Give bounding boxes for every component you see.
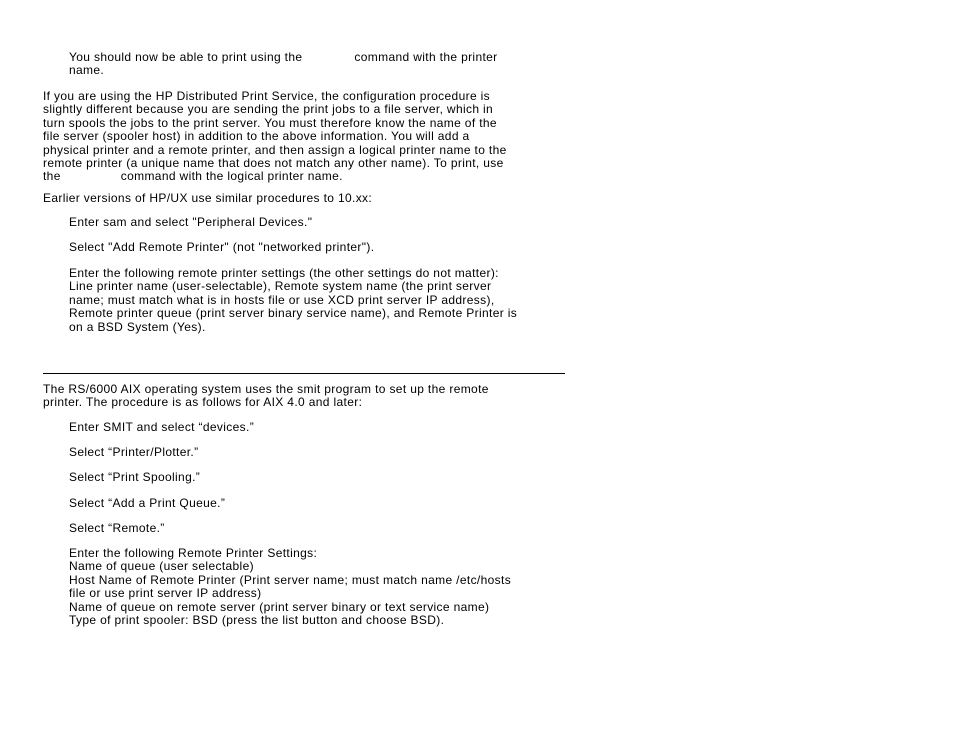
dps-last-text-b: command with the logical printer name. [120, 169, 343, 184]
dps-last-text-a: the [43, 169, 61, 184]
hp-step-3-line: Enter the following remote printer settings (the other settings do not matter): [69, 266, 499, 280]
dps-line: If you are using the HP Distributed Print Service, the configuration procedure is [43, 89, 491, 103]
hp-step-2: Select "Add Remote Printer" (not "networked printer"). [69, 240, 375, 254]
dps-line: turn spools the jobs to the print server. You must therefore know the name of the [43, 115, 497, 130]
aix-settings-line: Name of queue (user selectable) [69, 559, 254, 574]
aix-intro-paragraph [43, 383, 573, 410]
hp-step-1: Enter sam and select "Peripheral Devices." [69, 215, 313, 229]
aix-step-4: Select “Add a Print Queue.” [69, 496, 226, 510]
hp-earlier-versions: Earlier versions of HP/UX use similar procedures to 10.xx: [43, 191, 373, 205]
hp-intro-line-2: name. [69, 63, 105, 78]
aix-settings-line: Enter the following Remote Printer Settings: [69, 546, 318, 560]
aix-settings [43, 547, 599, 627]
dps-line: file server (spooler host) in addition to the above information. You will add a [43, 129, 470, 144]
hp-intro-line-1 [43, 51, 573, 64]
section-divider [43, 373, 565, 374]
aix-intro-line: printer. The procedure is as follows for AIX 4.0 and later: [43, 395, 363, 410]
dps-line-last [43, 170, 573, 183]
dps-line: physical printer and a remote printer, and then assign a logical printer name to the [43, 142, 507, 157]
hp-step-3-line: Line printer name (user-selectable), Remote system name (the print server [69, 279, 492, 294]
dps-line: remote printer (a unique name that does not match any other name). To print, use [43, 156, 504, 171]
hp-intro-text-a: You should now be able to print using the [69, 50, 303, 64]
hp-step-3-line: on a BSD System (Yes). [69, 319, 206, 334]
hp-intro-text-b: command with the printer [354, 50, 498, 64]
aix-settings-line: file or use print server IP address) [69, 586, 262, 601]
aix-step-1: Enter SMIT and select “devices.” [69, 420, 255, 434]
hp-intro-paragraph [43, 51, 573, 78]
aix-settings-line: Name of queue on remote server (print server binary or text service name) [69, 599, 490, 614]
hp-step-3-line: name; must match what is in hosts file or use XCD print server IP address), [69, 292, 495, 307]
aix-settings-line: Type of print spooler: BSD (press the list button and choose BSD). [69, 613, 445, 628]
hp-step-3 [43, 267, 599, 334]
hp-step-3-line: Remote printer queue (print server binary service name), and Remote Printer is [69, 306, 518, 321]
aix-step-2: Select “Printer/Plotter.” [69, 445, 199, 459]
aix-step-5: Select “Remote.” [69, 521, 165, 535]
aix-intro-line: The RS/6000 AIX operating system uses the smit program to set up the remote [43, 382, 489, 396]
aix-settings-line: Host Name of Remote Printer (Print server name; must match name /etc/hosts [69, 572, 512, 587]
aix-step-3: Select “Print Spooling.” [69, 470, 201, 484]
hp-dps-paragraph [43, 90, 573, 184]
dps-line: slightly different because you are sending the print jobs to a file server, which in [43, 102, 494, 117]
